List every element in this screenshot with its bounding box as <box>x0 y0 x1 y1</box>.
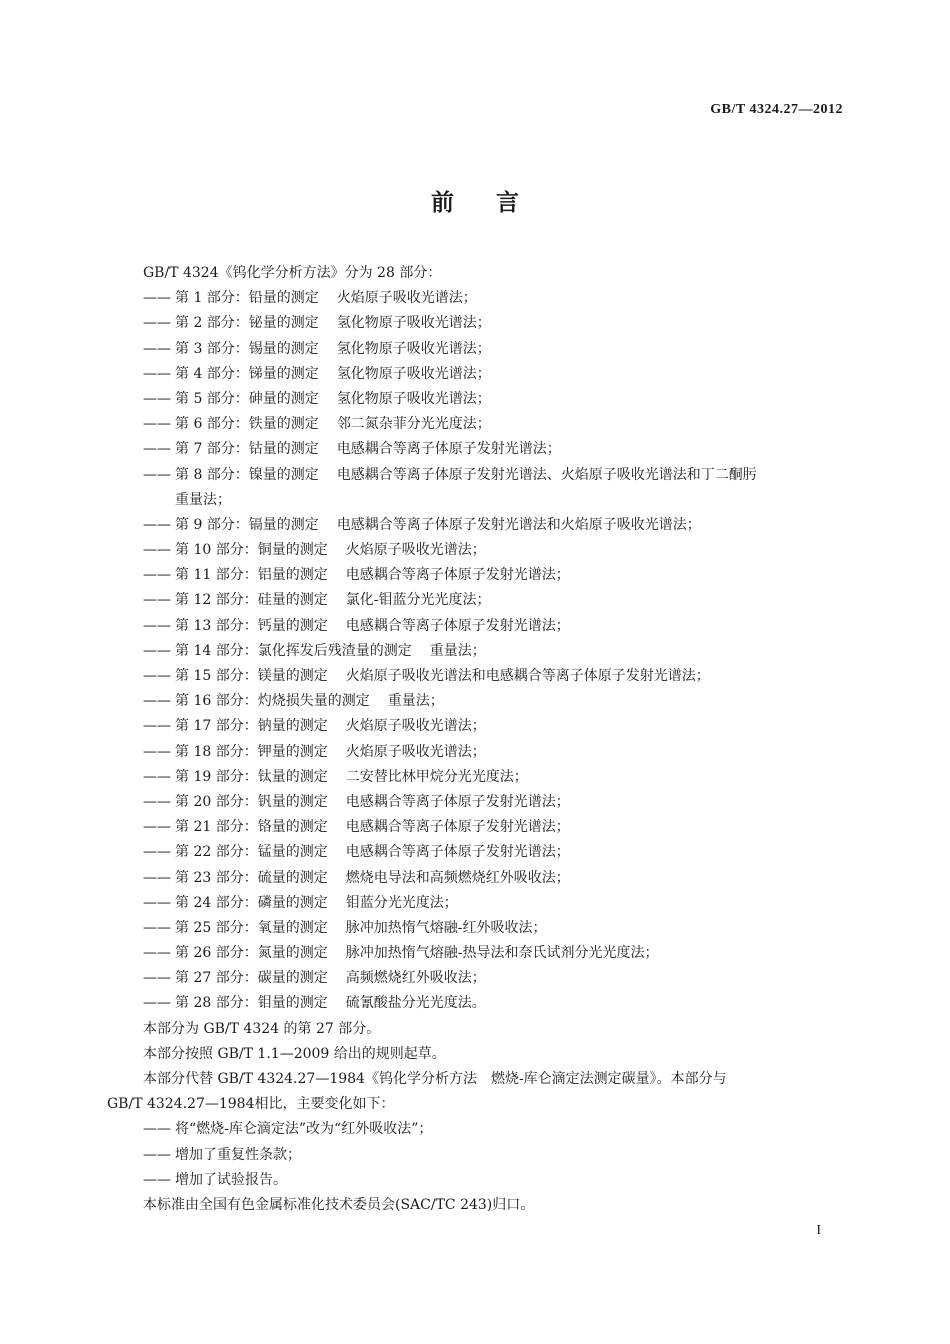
dash-marker: —— <box>143 919 171 936</box>
dash-marker: —— <box>143 844 171 861</box>
list-item <box>107 362 843 387</box>
part-method: 电感耦合等离子体原子发射光谱法、火焰原子吸收光谱法和丁二酮肟 <box>336 466 757 483</box>
change-text: 将“燃烧-库仑滴定法”改为“红外吸收法”； <box>175 1121 433 1138</box>
list-item <box>107 765 843 790</box>
dash-marker: —— <box>143 995 171 1012</box>
list-item <box>107 966 843 991</box>
change-item <box>107 1168 843 1193</box>
part-label: 第 4 部分：锑量的测定 <box>175 365 319 382</box>
part-label: 第 18 部分：钾量的测定 <box>175 743 328 760</box>
part-method: 脉冲加热惰气熔融-热导法和奈氏试剂分光光度法； <box>345 945 659 962</box>
list-item <box>107 891 843 916</box>
list-item <box>107 412 843 437</box>
part-method: 电感耦合等离子体原子发射光谱法； <box>345 793 570 810</box>
dash-marker: —— <box>143 970 171 987</box>
part-number-paragraph: 本部分为 GB/T 4324 的第 27 部分。 <box>143 1020 381 1037</box>
list-item <box>107 387 843 412</box>
part-method: 电感耦合等离子体原子发射光谱法； <box>336 441 561 458</box>
intro-paragraph: GB/T 4324《钨化学分析方法》分为 28 部分： <box>143 265 442 281</box>
part-method: 氢化物原子吸收光谱法； <box>336 315 491 332</box>
list-item <box>107 513 843 538</box>
part-label: 第 12 部分：硅量的测定 <box>175 592 328 609</box>
page-number: I <box>816 1223 821 1238</box>
change-text: 增加了试验报告。 <box>175 1171 287 1188</box>
part-method: 氢化物原子吸收光谱法； <box>336 365 491 382</box>
dash-marker: —— <box>143 516 171 533</box>
dash-marker: —— <box>143 416 171 433</box>
part-label: 第 20 部分：钒量的测定 <box>175 793 328 810</box>
list-item <box>107 614 843 639</box>
dash-marker: —— <box>143 793 171 810</box>
part-label: 第 15 部分：镁量的测定 <box>175 668 328 684</box>
part-method: 电感耦合等离子体原子发射光谱法和火焰原子吸收光谱法； <box>336 516 701 533</box>
part-method: 邻二氮杂菲分光光度法； <box>336 416 491 433</box>
dash-marker: —— <box>143 315 171 332</box>
part-method: 重量法； <box>429 642 486 659</box>
dash-marker: —— <box>143 441 171 458</box>
part-method: 二安替比林甲烷分光光度法； <box>345 768 528 785</box>
list-item <box>107 639 843 664</box>
dash-marker: —— <box>143 1146 171 1163</box>
page-title: 前言 <box>431 190 561 216</box>
part-label: 第 3 部分：锡量的测定 <box>175 340 319 357</box>
part-label: 第 9 部分：镉量的测定 <box>175 516 319 533</box>
change-item <box>107 1117 843 1142</box>
part-method: 燃烧电导法和高频燃烧红外吸收法； <box>345 869 570 886</box>
part-method: 火焰原子吸收光谱法； <box>345 542 486 559</box>
list-item <box>107 740 843 765</box>
dash-marker: —— <box>143 693 171 710</box>
dash-marker: —— <box>143 592 171 609</box>
part-method: 火焰原子吸收光谱法和电感耦合等离子体原子发射光谱法； <box>345 668 710 684</box>
part-method: 重量法； <box>387 693 444 710</box>
part-label: 第 19 部分：钛量的测定 <box>175 768 328 785</box>
drafting-rules-paragraph: 本部分按照 GB/T 1.1—2009 给出的规则起草。 <box>143 1045 446 1062</box>
part-method: 电感耦合等离子体原子发射光谱法； <box>345 567 570 584</box>
dash-marker: —— <box>143 290 171 307</box>
dash-marker: —— <box>143 945 171 962</box>
foreword-body <box>107 261 843 1218</box>
part-method: 火焰原子吸收光谱法； <box>345 718 486 735</box>
dash-marker: —— <box>143 617 171 634</box>
responsible-committee-paragraph: 本标准由全国有色金属标准化技术委员会(SAC/TC 243)归口。 <box>143 1196 535 1213</box>
dash-marker: —— <box>143 390 171 407</box>
part-label: 第 10 部分：铜量的测定 <box>175 542 328 559</box>
dash-marker: —— <box>143 718 171 735</box>
list-item <box>107 337 843 362</box>
dash-marker: —— <box>143 768 171 785</box>
dash-marker: —— <box>143 668 171 684</box>
part-method-continuation: 重量法； <box>175 491 231 508</box>
list-item <box>107 689 843 714</box>
part-method: 硫氰酸盐分光光度法。 <box>345 995 486 1012</box>
part-method: 脉冲加热惰气熔融-红外吸收法； <box>345 919 547 936</box>
part-label: 第 5 部分：砷量的测定 <box>175 390 319 407</box>
part-label: 第 25 部分：氧量的测定 <box>175 919 328 936</box>
dash-marker: —— <box>143 642 171 659</box>
change-item <box>107 1143 843 1168</box>
replacement-paragraph-line2: GB/T 4324.27—1984相比，主要变化如下： <box>107 1096 395 1113</box>
part-label: 第 28 部分：钼量的测定 <box>175 995 328 1012</box>
part-method: 火焰原子吸收光谱法； <box>345 743 486 760</box>
dash-marker: —— <box>143 894 171 911</box>
part-label: 第 13 部分：钙量的测定 <box>175 617 328 634</box>
list-item <box>107 916 843 941</box>
replacement-paragraph-line1: 本部分代替 GB/T 4324.27—1984《钨化学分析方法 燃烧-库仑滴定法测定碳量》。本部分与 <box>143 1071 727 1087</box>
list-item <box>107 790 843 815</box>
part-label: 第 1 部分：铅量的测定 <box>175 290 319 307</box>
part-label: 第 24 部分：磷量的测定 <box>175 894 328 911</box>
list-item <box>107 563 843 588</box>
dash-marker: —— <box>143 466 171 483</box>
dash-marker: —— <box>143 542 171 559</box>
parts-list <box>107 286 843 1016</box>
part-method: 电感耦合等离子体原子发射光谱法； <box>345 617 570 634</box>
part-label: 第 23 部分：硫量的测定 <box>175 869 328 886</box>
dash-marker: —— <box>143 365 171 382</box>
part-method: 电感耦合等离子体原子发射光谱法； <box>345 819 570 836</box>
list-item <box>107 463 843 488</box>
dash-marker: —— <box>143 743 171 760</box>
part-label: 第 27 部分：碳量的测定 <box>175 970 328 987</box>
part-method: 高频燃烧红外吸收法； <box>345 970 486 987</box>
standard-code: GB/T 4324.27—2012 <box>710 102 843 117</box>
part-label: 第 7 部分：钴量的测定 <box>175 441 319 458</box>
part-method: 电感耦合等离子体原子发射光谱法； <box>345 844 570 861</box>
list-item <box>107 840 843 865</box>
part-label: 第 16 部分：灼烧损失量的测定 <box>175 693 370 710</box>
list-item <box>107 588 843 613</box>
part-label: 第 6 部分：铁量的测定 <box>175 416 319 433</box>
part-method: 火焰原子吸收光谱法； <box>336 290 477 307</box>
list-item <box>107 286 843 311</box>
part-label: 第 21 部分：铬量的测定 <box>175 819 328 836</box>
part-method: 氢化物原子吸收光谱法； <box>336 340 491 357</box>
part-label: 第 17 部分：钠量的测定 <box>175 718 328 735</box>
part-method: 钼蓝分光光度法； <box>345 894 458 911</box>
dash-marker: —— <box>143 567 171 584</box>
dash-marker: —— <box>143 1121 171 1138</box>
part-label: 第 14 部分：氯化挥发后残渣量的测定 <box>175 642 412 659</box>
changes-list <box>107 1117 843 1193</box>
list-item <box>107 866 843 891</box>
list-item <box>107 991 843 1016</box>
change-text: 增加了重复性条款； <box>175 1146 301 1163</box>
dash-marker: —— <box>143 1171 171 1188</box>
part-method: 氢化物原子吸收光谱法； <box>336 390 491 407</box>
part-label: 第 22 部分：锰量的测定 <box>175 844 328 861</box>
part-label: 第 11 部分：铝量的测定 <box>175 567 328 584</box>
list-item <box>107 538 843 563</box>
part-label: 第 26 部分：氮量的测定 <box>175 945 328 962</box>
part-label: 第 2 部分：铋量的测定 <box>175 315 319 332</box>
part-label: 第 8 部分：镍量的测定 <box>175 466 319 483</box>
list-item <box>107 941 843 966</box>
list-item <box>107 437 843 462</box>
list-item <box>107 815 843 840</box>
list-item <box>107 664 843 689</box>
dash-marker: —— <box>143 819 171 836</box>
part-method: 氯化-钼蓝分光光度法； <box>345 592 491 609</box>
list-item <box>107 714 843 739</box>
list-item <box>107 311 843 336</box>
dash-marker: —— <box>143 869 171 886</box>
dash-marker: —— <box>143 340 171 357</box>
